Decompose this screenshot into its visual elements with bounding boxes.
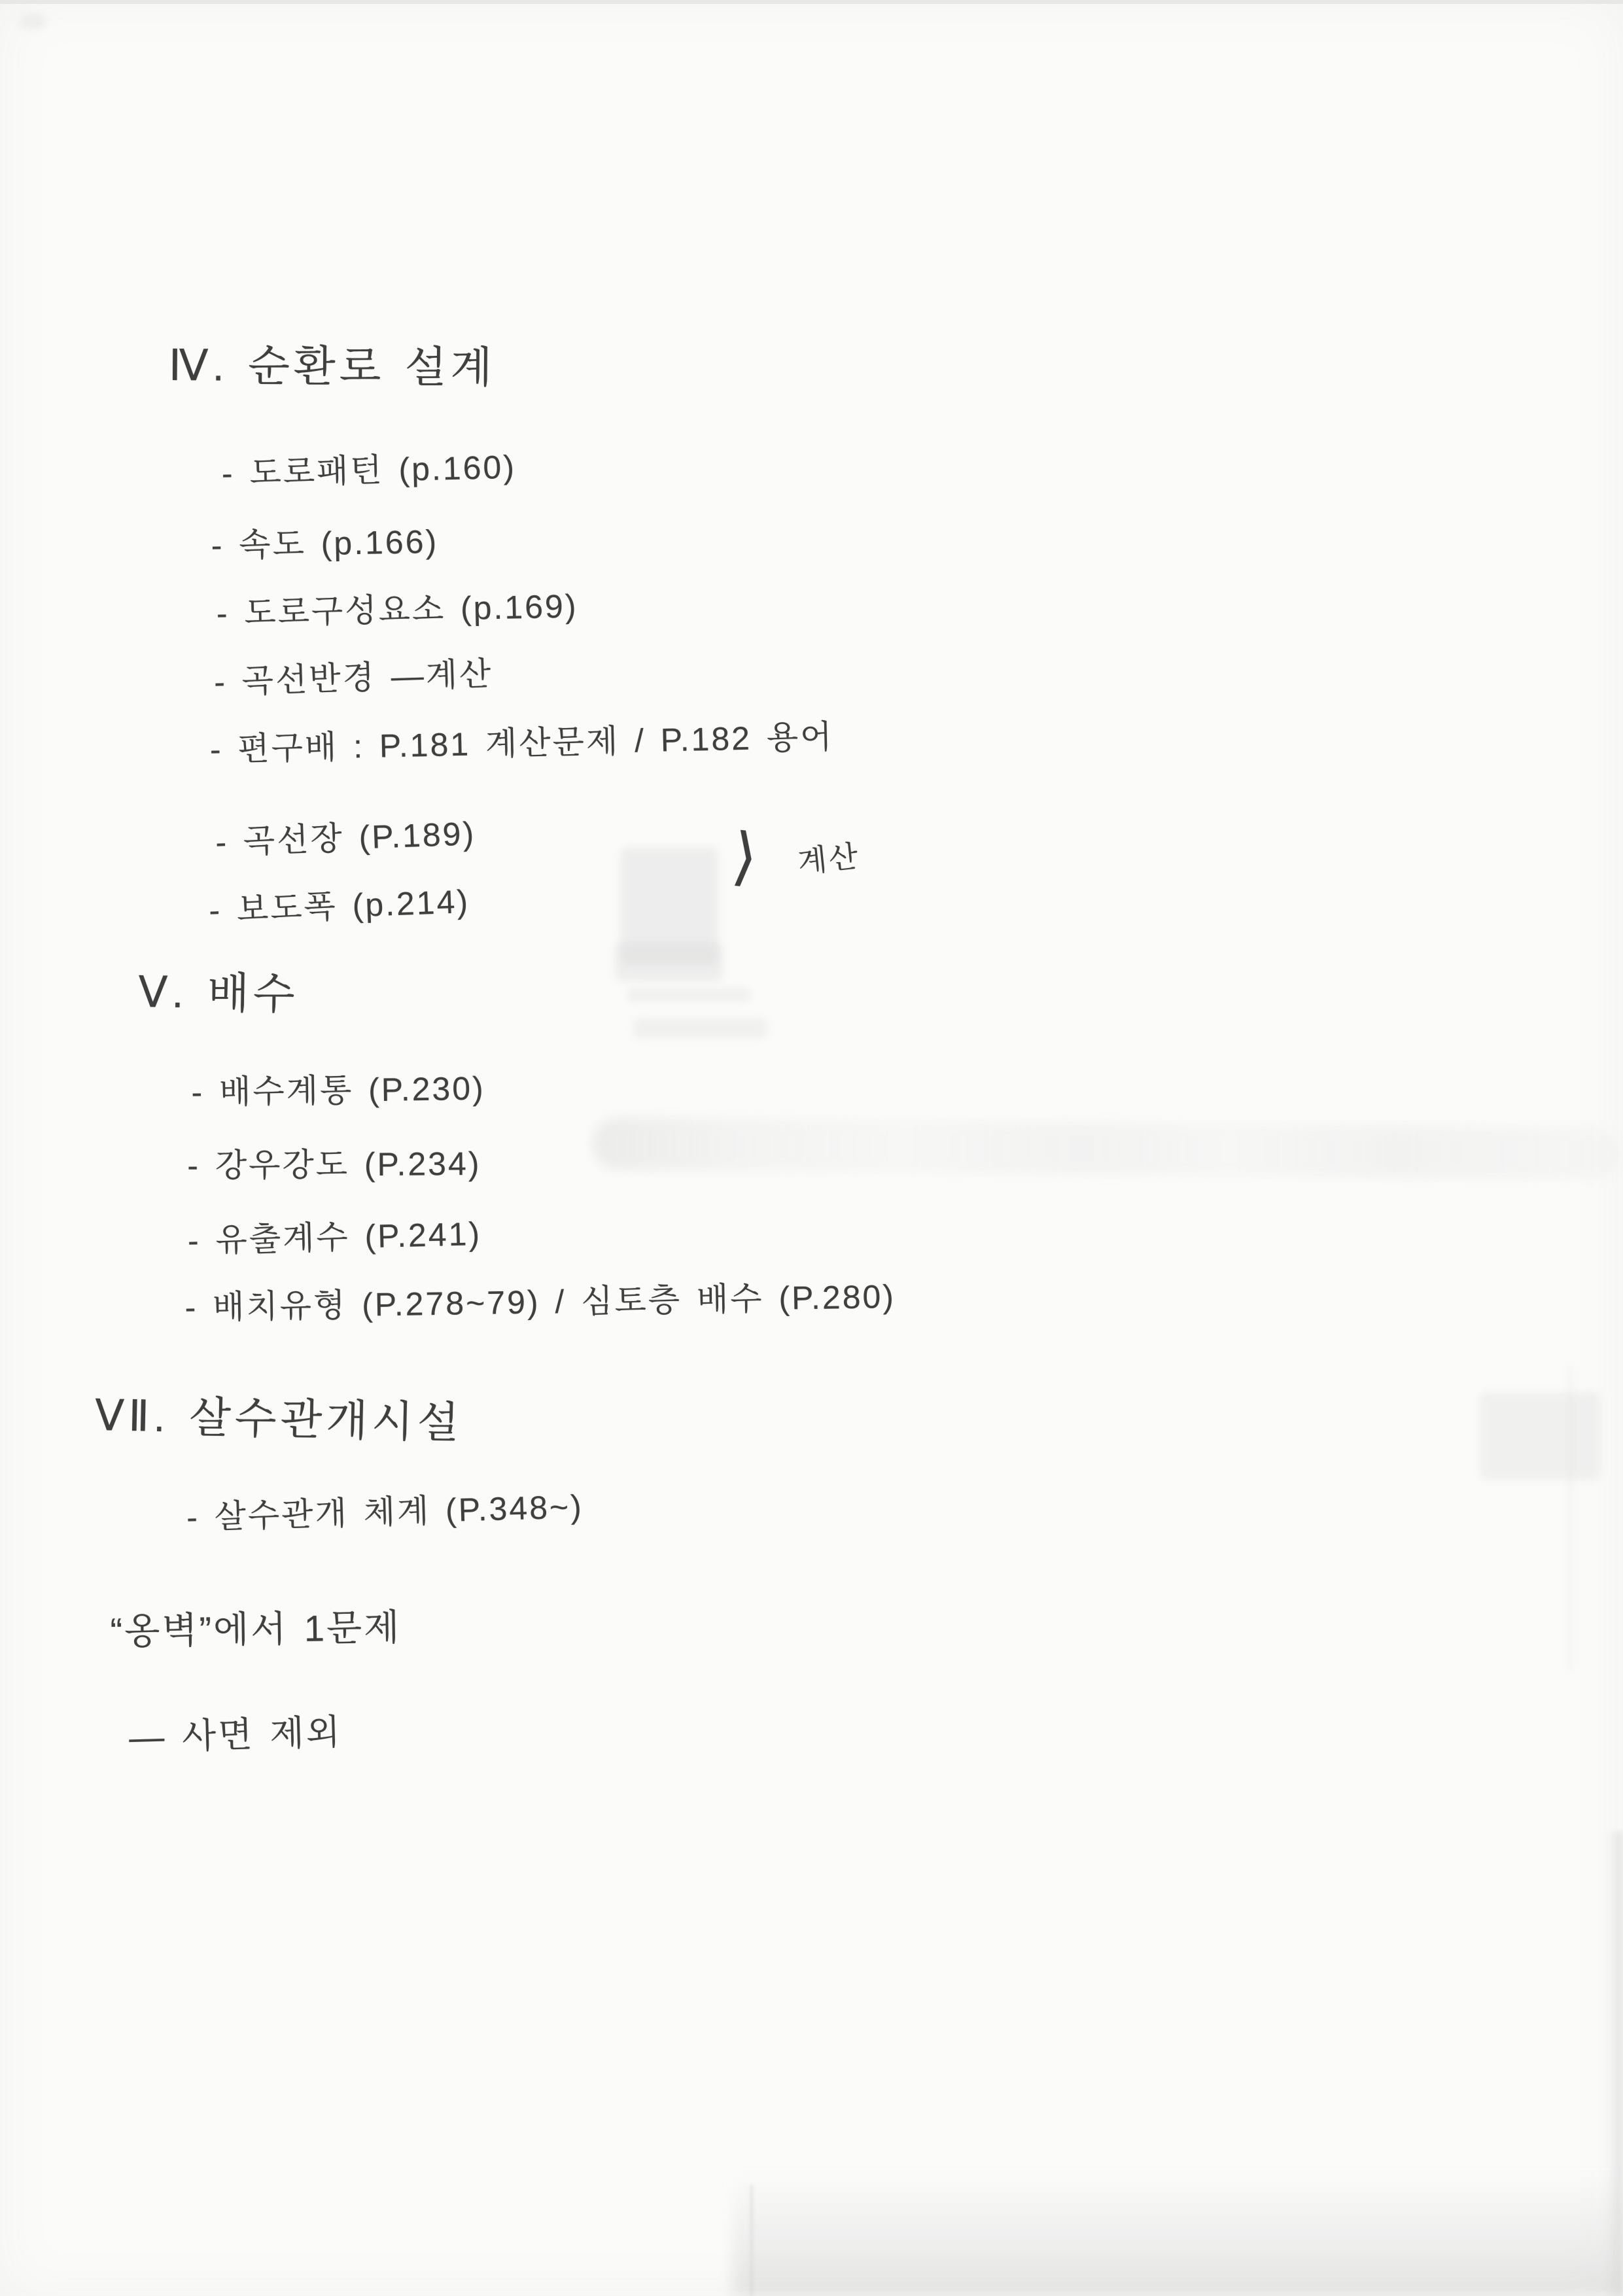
bleed-through-mark: [627, 988, 751, 1002]
note-line-runoff-coefficient: - 유출계수 (P.241): [187, 1215, 482, 1259]
note-line-retaining-wall: “옹벽”에서 1문제: [110, 1606, 402, 1652]
paper-crease-line: [1569, 1365, 1573, 1672]
note-line-curve-radius: - 곡선반경 ―계산: [213, 655, 494, 701]
scan-bottom-shadow: [733, 2172, 1623, 2296]
note-line-road-pattern: - 도로패턴 (p.160): [221, 448, 517, 492]
note-line-layout-type: - 배치유형 (P.278~79) / 심토층 배수 (P.280): [184, 1278, 896, 1326]
bleed-through-mark: [615, 942, 723, 981]
note-line-speed: - 속도 (p.166): [211, 523, 439, 564]
note-line-road-elements: - 도로구성요소 (p.169): [216, 587, 578, 632]
scan-top-edge: [0, 0, 1623, 4]
paper-crease-line: [750, 2185, 754, 2296]
brace-mark: ⟩: [729, 820, 763, 894]
note-line-irrigation-system: - 살수관개 체계 (P.348~): [186, 1488, 584, 1536]
section-heading-v: Ⅴ. 배수: [137, 967, 300, 1018]
note-line-rainfall-intensity: - 강우강도 (P.234): [187, 1145, 481, 1184]
bleed-through-mark: [620, 847, 718, 965]
brace-annotation-calc: 계산: [796, 839, 862, 879]
pencil-smudge-band: [592, 1117, 1620, 1180]
section-heading-vii: ⅤⅡ. 살수관개시설: [94, 1390, 464, 1447]
note-line-drainage-system: - 배수계통 (P.230): [191, 1070, 486, 1111]
note-line-curve-length: - 곡선장 (P.189): [215, 815, 476, 861]
scan-smudge: [20, 14, 46, 29]
bleed-through-mark: [1480, 1392, 1601, 1480]
bleed-through-mark: [633, 1018, 767, 1039]
note-line-superelevation: - 편구배 : P.181 계산문제 / P.182 용어: [209, 718, 835, 768]
scan-right-shadow: [1606, 1832, 1623, 2296]
note-line-sidewalk-width: - 보도폭 (p.214): [208, 883, 470, 929]
section-heading-iv: Ⅳ. 순환로 설계: [168, 340, 497, 392]
note-line-slope-excluded: ― 사면 제외: [128, 1712, 343, 1758]
